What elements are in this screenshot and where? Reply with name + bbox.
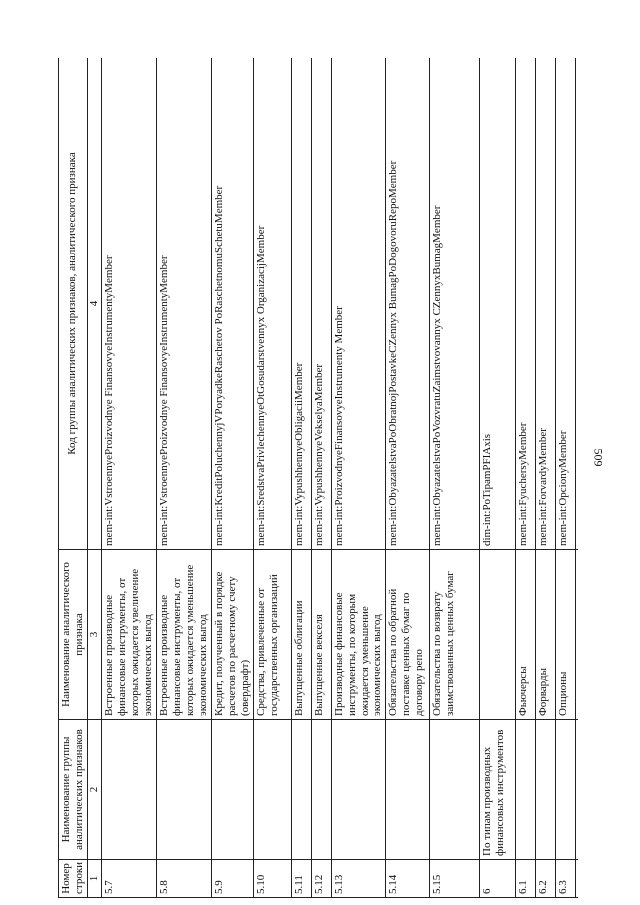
cell-row-number: 5.13 [331, 860, 386, 898]
cell-code: mem-int:ObyazatelstvaPoVozvratuZaimstvovannyx CZennyxBumagMember [430, 58, 480, 550]
cell-feature-name: Фьючерсы [516, 550, 536, 720]
page-number: 509 [591, 448, 606, 467]
table-row [331, 58, 386, 898]
cell-row-number: 5.7 [101, 860, 156, 898]
column-number: 4 [87, 58, 101, 550]
table-body [101, 58, 578, 898]
cell-group-name [253, 720, 291, 860]
table-row [536, 58, 556, 898]
cell-group-name [156, 720, 211, 860]
cell-feature-name: Обязательства по обратной поставке ценных бумаг по договору репо [386, 550, 430, 720]
cell-code: mem-int:ObyazatelstvaPoObratnojPostavkeCZennyx BumagPoDogovoruRepoMember [386, 58, 430, 550]
table-container [58, 58, 578, 898]
cell-feature-name: Кредит, полученный в порядке расчетов по расчетному счету (овердрафт) [211, 550, 253, 720]
cell-row-number: 5.14 [386, 860, 430, 898]
cell-row-number: 5.10 [253, 860, 291, 898]
cell-feature-name: Опционы [556, 550, 576, 720]
cell-feature-name [576, 550, 578, 720]
cell-group-name: По типам производных финансовых инструментов [480, 720, 516, 860]
cell-feature-name: Выпущенные облигации [291, 550, 311, 720]
cell-feature-name: Встроенные производные финансовые инструменты, от которых ожидается увеличение экономических выгод [101, 550, 156, 720]
cell-code: mem-int:ForvardyMember [536, 58, 556, 550]
cell-code: mem-int:SredstvaPrivlechennyeOtGosudarstvennyx OrganizacijMember [253, 58, 291, 550]
table-header-row [59, 58, 88, 898]
column-number: 1 [87, 860, 101, 898]
rotated-table-frame [58, 58, 578, 898]
cell-row-number: 5.11 [291, 860, 311, 898]
table-row [516, 58, 536, 898]
cell-code: mem-int:VypushhennyeObligaciiMember [291, 58, 311, 550]
cell-row-number [576, 860, 578, 898]
cell-row-number: 6.3 [556, 860, 576, 898]
cell-group-name [331, 720, 386, 860]
cell-code: mem-int:ProizvodnyeFinansovyeInstrumenty Member [331, 58, 386, 550]
cell-code [576, 58, 578, 550]
cell-group-name [556, 720, 576, 860]
column-numbers-row [87, 58, 101, 898]
cell-feature-name: Средства, привлеченные от государственных организаций [253, 550, 291, 720]
cell-group-name [516, 720, 536, 860]
cell-feature-name [480, 550, 516, 720]
table-row [253, 58, 291, 898]
column-number: 2 [87, 720, 101, 860]
cell-group-name [536, 720, 556, 860]
cell-group-name [576, 720, 578, 860]
table-row [311, 58, 331, 898]
cell-group-name [211, 720, 253, 860]
table-row [291, 58, 311, 898]
cell-group-name [386, 720, 430, 860]
column-number: 3 [87, 550, 101, 720]
cell-group-name [291, 720, 311, 860]
cell-row-number: 5.8 [156, 860, 211, 898]
header-code: Код группы аналитических признаков, аналитического признака [59, 58, 88, 550]
cell-code: mem-int:VstroennyeProizvodnye FinansovyeInstrumentyMember [101, 58, 156, 550]
cell-code: mem-int:VypushhennyeVekselyaMember [311, 58, 331, 550]
cell-feature-name: Производные финансовые инструменты, по которым ожидается уменьшение экономических выгод [331, 550, 386, 720]
cell-group-name [311, 720, 331, 860]
cell-row-number: 5.12 [311, 860, 331, 898]
analytical-features-table [58, 58, 578, 898]
table-row [430, 58, 480, 898]
cell-row-number: 6 [480, 860, 516, 898]
header-group-name: Наименование группы аналитических признаков [59, 720, 88, 860]
cell-feature-name: Обязательства по возврату заимствованных ценных бумаг [430, 550, 480, 720]
cell-row-number: 6.2 [536, 860, 556, 898]
cell-row-number: 6.1 [516, 860, 536, 898]
cell-group-name [101, 720, 156, 860]
cell-code: mem-int:KreditPoluchennyjVPoryadkeRaschetov PoRaschetnomuSchetuMember [211, 58, 253, 550]
table-row [556, 58, 576, 898]
cell-feature-name: Выпущенные векселя [311, 550, 331, 720]
table-row [156, 58, 211, 898]
header-feature-name: Наименование аналитического признака [59, 550, 88, 720]
table-row [480, 58, 516, 898]
cell-feature-name: Встроенные производные финансовые инструменты, от которых ожидается уменьшение экономических выгод [156, 550, 211, 720]
table-row [211, 58, 253, 898]
header-row-number: Номер строки [59, 860, 88, 898]
cell-code: mem-int:OpcionyMember [556, 58, 576, 550]
cell-group-name [430, 720, 480, 860]
cell-code: mem-int:FyuchersyMember [516, 58, 536, 550]
cell-code: mem-int:VstroennyeProizvodnye FinansovyeInstrumentyMember [156, 58, 211, 550]
cell-row-number: 5.9 [211, 860, 253, 898]
table-row [101, 58, 156, 898]
cell-code: dim-int:PoTipamPFIAxis [480, 58, 516, 550]
cell-feature-name: Форварды [536, 550, 556, 720]
table-row [576, 58, 578, 898]
table-row [386, 58, 430, 898]
cell-row-number: 5.15 [430, 860, 480, 898]
